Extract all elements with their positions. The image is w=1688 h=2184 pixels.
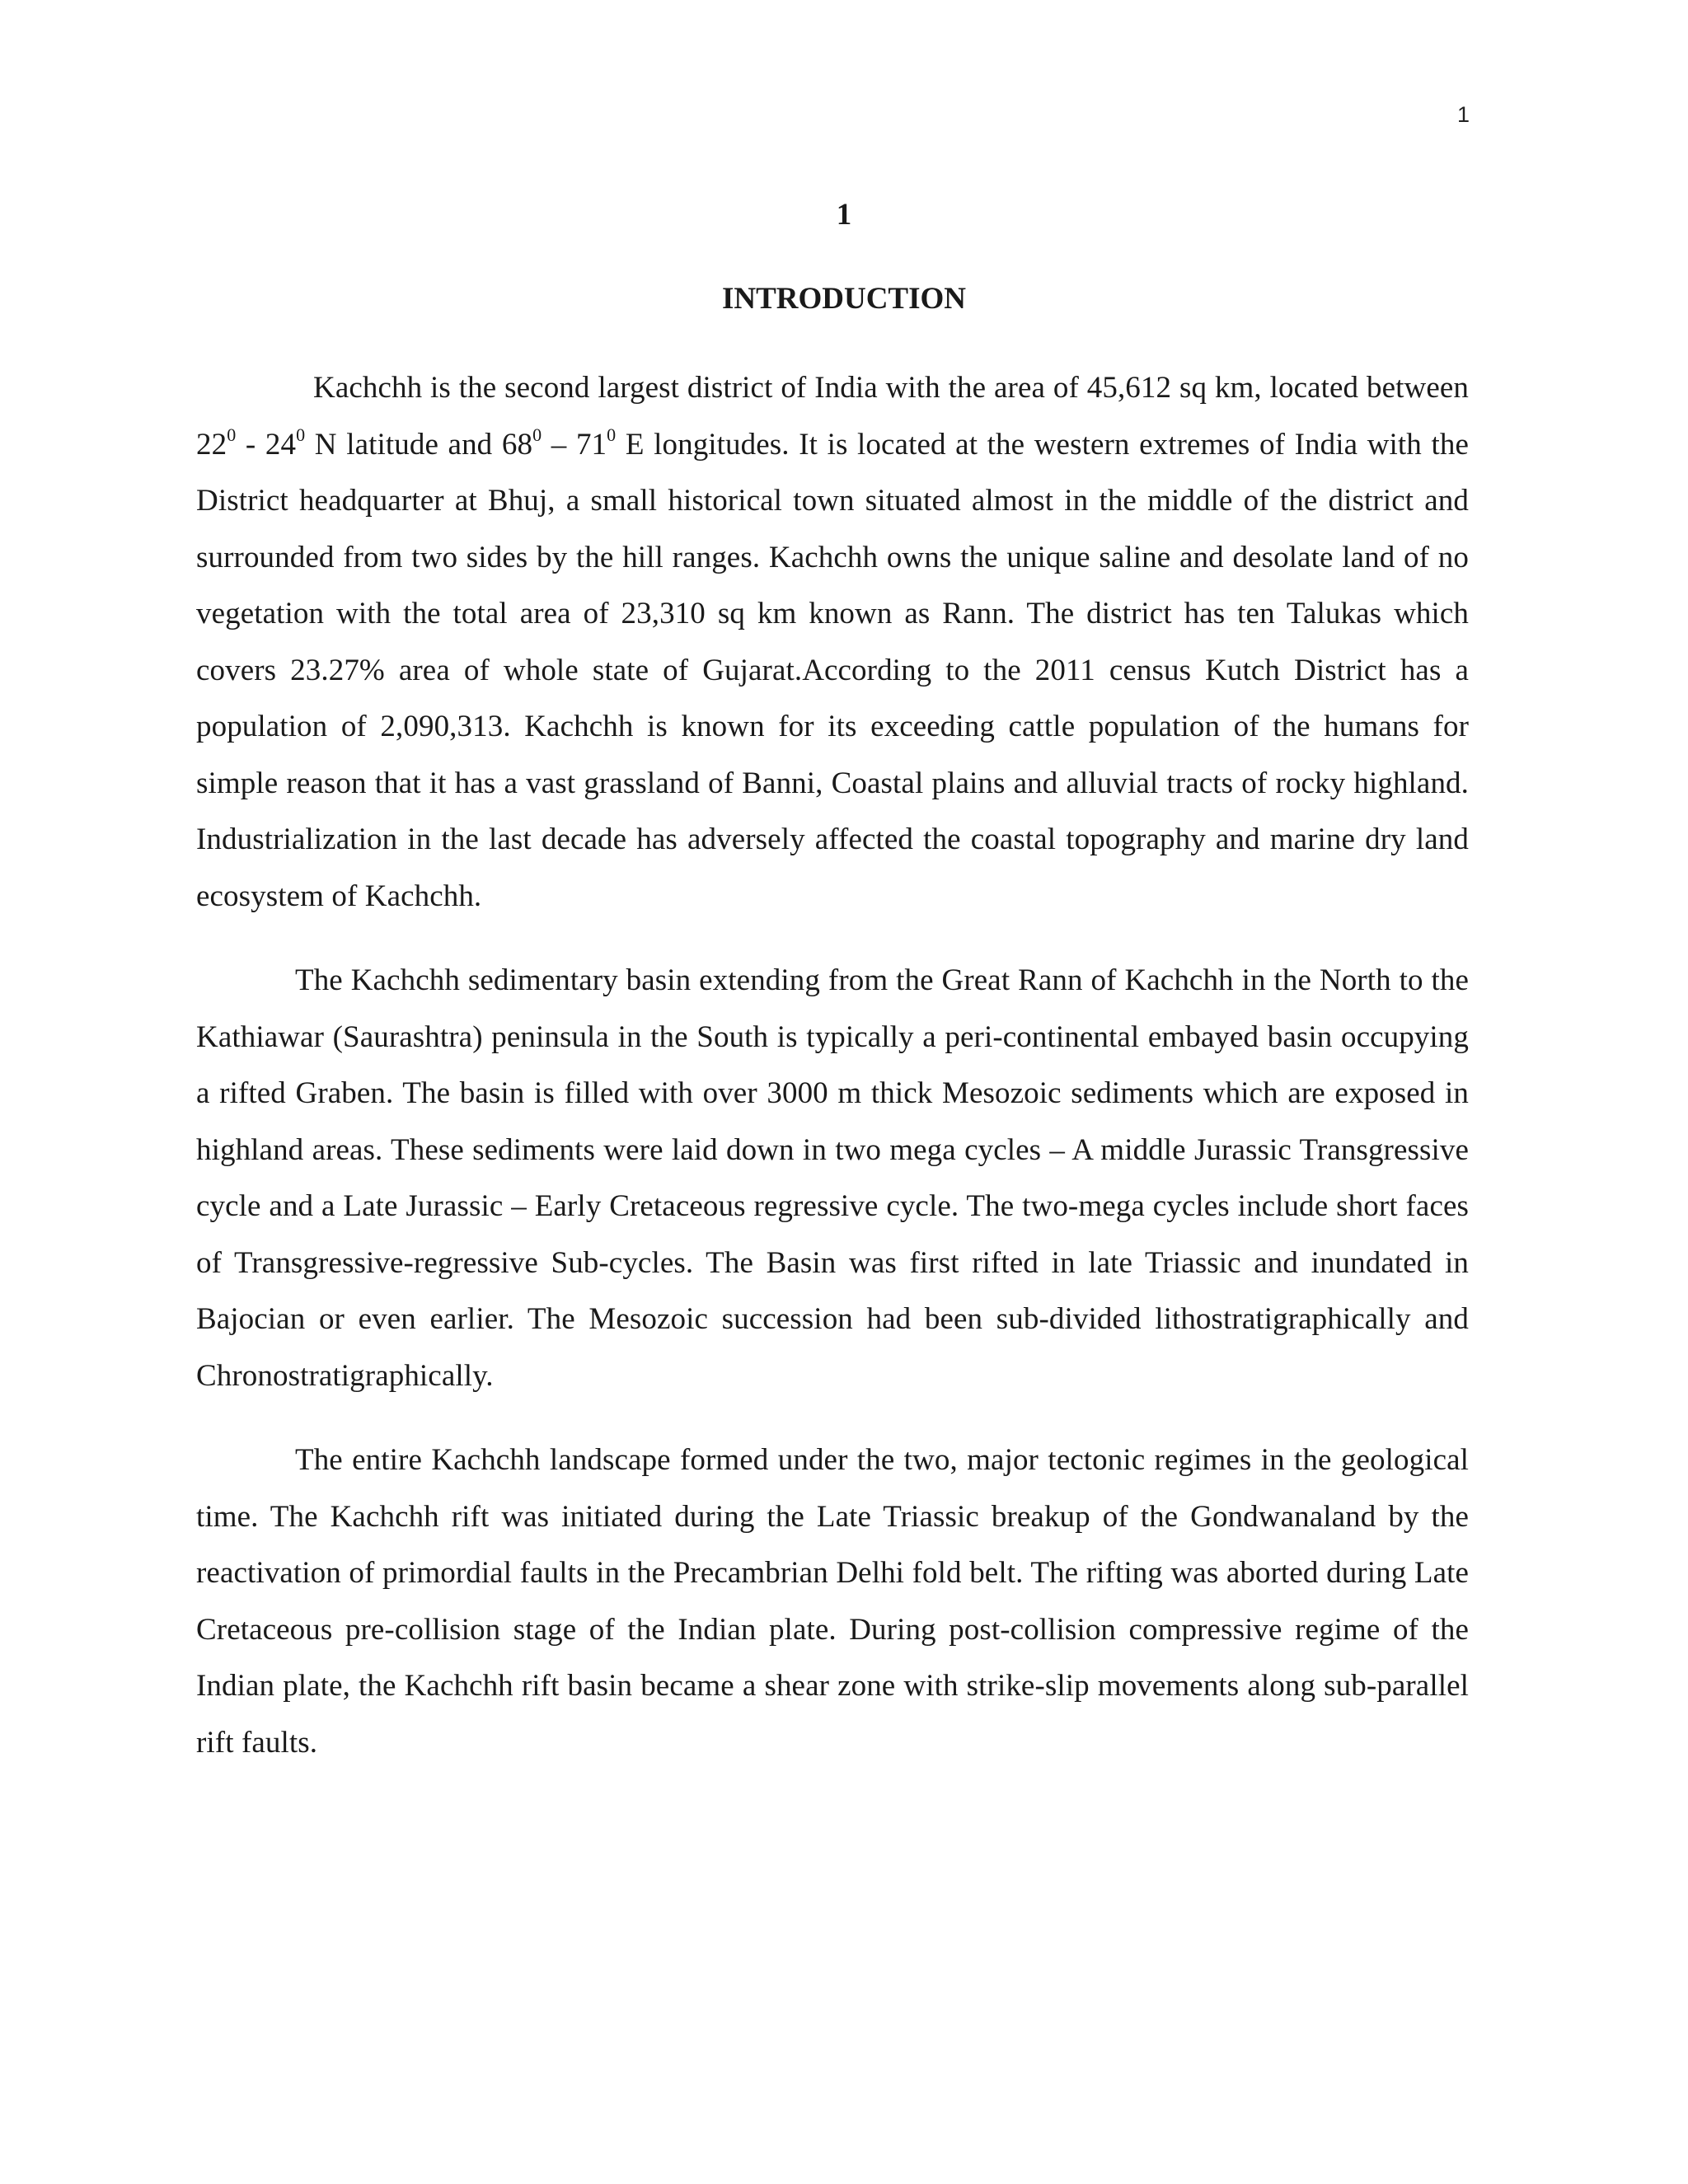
paragraph-1-text-a: Kachchh is the second largest district of India with the area of 45,612 sq km, located between 22 [196,371,1469,462]
paragraph-introduction-3: The entire Kachchh landscape formed under the two, major tectonic regimes in the geological time. The Kachchh rift was initiated during the Late Triassic breakup of the Gondwanaland by the reactivation of primordial faults in the Precambrian Delhi fold belt. The rifting was aborted during Late Cretaceous pre-collision stage of the Indian plate. During post-collision compressive regime of the Indian plate, the Kachchh rift basin became a shear zone with strike-slip movements along sub-parallel rift faults. [196,1443,1469,1760]
paragraph-1-text-c: N latitude and 68 [305,427,533,462]
degree-superscript: 0 [227,424,237,446]
paragraph-1-text-b: - 24 [236,427,297,462]
paragraph-1-text-d: – 71 [542,427,607,462]
chapter-number: 1 [836,198,852,232]
paragraph-1-text-e: E longitudes. It is located at the western extremes of India with the District headquarter at Bhuj, a small historical town situated almost in the middle of the district and surrounded from two sides by the hill ranges. Kachchh owns the unique saline and desolate land of no vegetation with the total area of 23,310 sq km known as Rann. The district has ten Talukas which covers 23.27% area of whole state of Gujarat.According to the 2011 census Kutch District has a population of 2,090,313. Kachchh is known for its exceeding cattle population of the humans for simple reason that it has a vast grassland of Banni, Coastal plains and alluvial tracts of rocky highland. Industrialization in the last decade has adversely affected the coastal topography and marine dry land ecosystem of Kachchh. [196,427,1469,913]
degree-superscript: 0 [296,424,306,446]
paragraph-introduction-1 [196,360,1469,925]
degree-superscript: 0 [607,424,617,446]
degree-superscript: 0 [532,424,542,446]
chapter-title: INTRODUCTION [721,282,967,316]
paragraph-introduction-2: The Kachchh sedimentary basin extending from the Great Rann of Kachchh in the North to the Kathiawar (Saurashtra) peninsula in the South is typically a peri-continental embayed basin occupying a rifted Graben. The basin is filled with over 3000 m thick Mesozoic sediments which are exposed in highland areas. These sediments were laid down in two mega cycles – A middle Jurassic Transgressive cycle and a Late Jurassic – Early Cretaceous regressive cycle. The two-mega cycles include short faces of Transgressive-regressive Sub-cycles. The Basin was first rifted in late Triassic and inundated in Bajocian or even earlier. The Mesozoic succession had been sub-divided lithostratigraphically and Chronostratigraphically. [196,963,1469,1393]
body-text [196,360,1469,1799]
page-number: 1 [1456,102,1470,127]
